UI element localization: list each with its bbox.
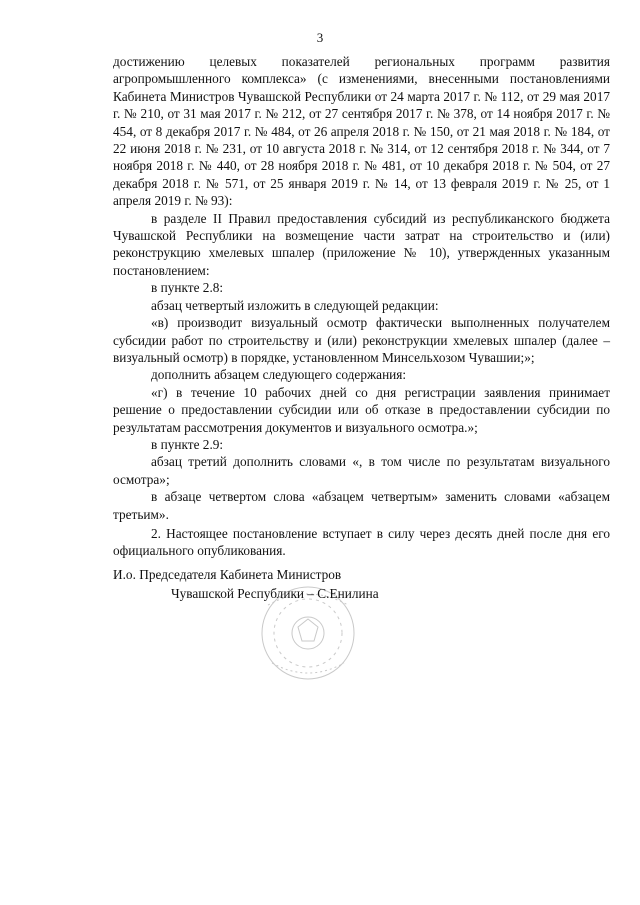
paragraph-add-subparagraph: дополнить абзацем следующего содержания: [151,367,407,383]
paragraph-clause-2-8: в пункте 2.8: [151,280,224,296]
paragraph-fourth-subparagraph-words: в абзаце четвертом слова «абзацем четвертым» заменить словами «абзацем третьим». [113,489,610,522]
signature-title: И.о. Председателя Кабинета Министров [113,567,342,582]
paragraph-clause-2-9: в пункте 2.9: [151,436,224,452]
paragraph-section-ii: в разделе II Правил предоставления субсидий из республиканского бюджета Чувашской Республики на возмещение части затрат на строительство и (или) реконструкцию хмелевых шпалер (приложение № 10), утвержденных указанным постановлением: [113,210,610,278]
paragraph-amendment-history: достижению целевых показателей региональных программ развития агропромышленного комплекса» (с изменениями, внесенными постановлениями Кабинета Министров Чувашской Республики от 24 марта 2017 г. № 112, от 29 мая 2017 г. № 210, от 31 мая 2017 г. № 212, от 27 сентября 2017 г. № 378, от 14 ноября 2017 г. № 454, от 8 декабря 2017 г. № 484, от 26 апреля 2018 г. № 150, от 21 мая 2018 г. № 184, от 22 июня 2018 г. № 231, от 10 августа 2018 г. № 314, от 12 сентября 2018 г. № 344, от 7 ноября 2018 г. № 440, от 28 ноября 2018 г. № 481, от 10 декабря 2018 г. № 504, от 27 декабря 2018 г. № 571, от 25 января 2019 г. № 14, от 13 февраля 2019 г. № 25, от 1 апреля 2019 г. № 93): [113,54,610,209]
signature-block [113,565,379,603]
document-body [113,53,610,560]
paragraph-entry-into-force: 2. Настоящее постановление вступает в силу через десять дней после дня его официального опубликования. [113,525,610,559]
paragraph-item-v: «в) производит визуальный осмотр фактически выполненных получателем субсидии работ по строительству и (или) реконструкции хмелевых шпалер (далее – визуальный осмотр) в порядке, установленном Минсельхозом Чувашии;»; [113,315,610,365]
paragraph-third-subparagraph: абзац третий дополнить словами «, в том числе по результатам визуального осмотра»; [113,454,610,487]
paragraph-item-g: «г) в течение 10 рабочих дней со дня регистрации заявления принимает решение о предоставлении субсидии или об отказе в предоставлении субсидии по результатам рассмотрения документов и визуального осмотра.»; [113,384,610,435]
paragraph-fourth-subparagraph: абзац четвертый изложить в следующей редакции: [151,297,439,313]
signature-name: Чувашской Республики – С.Енилина [171,586,379,601]
page-number: 3 [316,30,324,45]
